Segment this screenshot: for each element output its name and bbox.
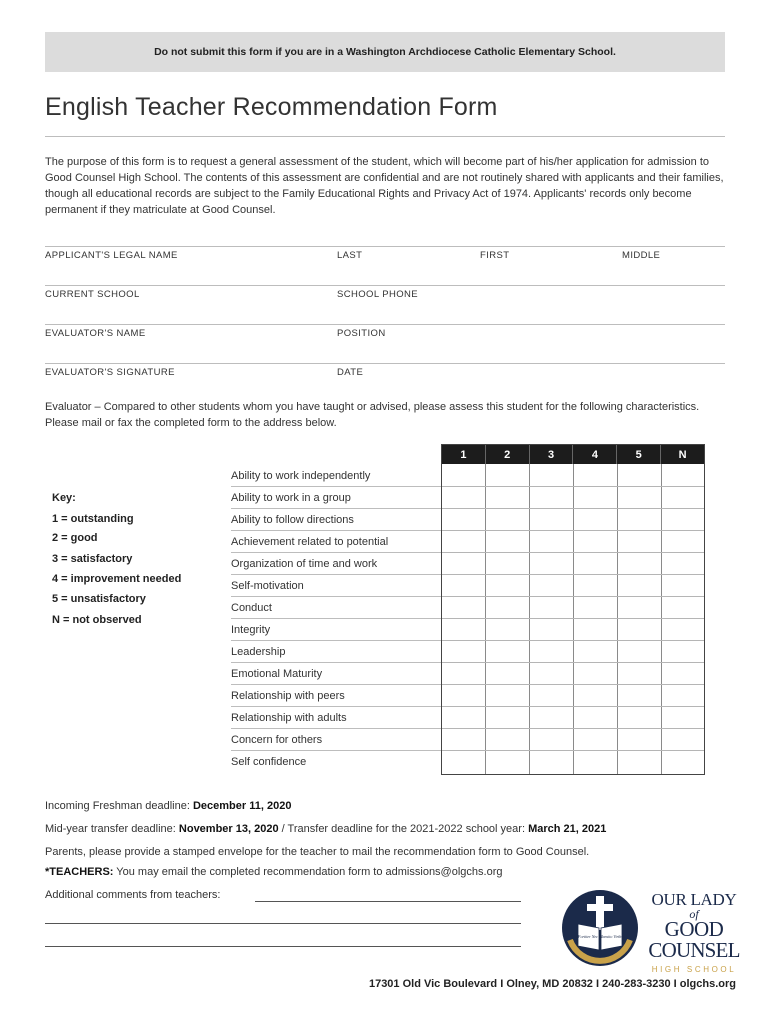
rating-col-2: 2: [486, 445, 530, 464]
grid-row-line: [442, 574, 704, 575]
grid-row-line: [442, 508, 704, 509]
school-address: 17301 Old Vic Boulevard I Olney, MD 20832 I 240-283-3230 I olgchs.org: [368, 978, 736, 990]
grid-row-line: [442, 618, 704, 619]
criterion-line: [231, 486, 441, 487]
criterion-line: [231, 618, 441, 619]
comments-input-line[interactable]: [255, 901, 521, 902]
evaluator-signature-row[interactable]: [45, 363, 725, 393]
criterion-label: Ability to work in a group: [231, 492, 351, 504]
criterion-label: Organization of time and work: [231, 558, 378, 570]
current-school-row[interactable]: [45, 285, 725, 315]
date-label: DATE: [337, 367, 364, 378]
crest-book-left: Fortiter Nec: [578, 934, 598, 939]
midyear-deadline-date: November 13, 2020: [178, 823, 279, 835]
teachers-note-label: *TEACHERS:: [45, 866, 114, 878]
page-title: English Teacher Recommendation Form: [45, 93, 498, 121]
criterion-label: Emotional Maturity: [231, 668, 323, 680]
criterion-label: Integrity: [231, 624, 271, 636]
teachers-note-text: You may email the completed recommendation form to admissions@olgchs.org: [113, 866, 503, 878]
grid-row-line: [442, 750, 704, 751]
key-heading: Key:: [52, 492, 76, 504]
comments-label: Additional comments from teachers:: [45, 889, 221, 901]
key-item: N = not observed: [52, 614, 142, 626]
criterion-label: Ability to work independently: [231, 470, 371, 482]
comments-input-line[interactable]: [45, 946, 521, 947]
rating-col-5: 5: [617, 445, 661, 464]
criterion-label: Conduct: [231, 602, 272, 614]
freshman-deadline-label: Incoming Freshman deadline:: [45, 800, 193, 812]
criterion-line: [231, 640, 441, 641]
evaluator-name-row[interactable]: [45, 324, 725, 354]
criterion-line: [231, 596, 441, 597]
criterion-line: [231, 552, 441, 553]
criterion-line: [231, 662, 441, 663]
wordmark-line: HIGH SCHOOL: [651, 965, 737, 974]
school-wordmark: [644, 890, 744, 974]
title-divider: [45, 136, 725, 137]
grid-row-line: [442, 684, 704, 685]
grid-row-line: [442, 596, 704, 597]
criterion-label: Self-motivation: [231, 580, 304, 592]
comments-input-line[interactable]: [45, 923, 521, 924]
first-name-label: FIRST: [480, 250, 510, 261]
key-item: 1 = outstanding: [52, 513, 134, 525]
middle-name-label: MIDDLE: [622, 250, 661, 261]
criterion-label: Achievement related to potential: [231, 536, 389, 548]
key-item: 4 = improvement needed: [52, 573, 182, 585]
rating-col-3: 3: [530, 445, 574, 464]
criterion-label: Concern for others: [231, 734, 323, 746]
crest-book-right: Mansito Viribus: [599, 934, 625, 939]
criterion-label: Relationship with peers: [231, 690, 345, 702]
criterion-label: Self confidence: [231, 756, 307, 768]
applicant-name-row[interactable]: [45, 246, 725, 276]
teachers-note: [45, 866, 502, 878]
parents-note: Parents, please provide a stamped envelope for the teacher to mail the recommendation form to Good Counsel.: [45, 846, 590, 858]
grid-row-line: [442, 728, 704, 729]
criterion-line: [231, 706, 441, 707]
criterion-line: [231, 684, 441, 685]
grid-row-line: [442, 640, 704, 641]
freshman-deadline: [45, 800, 291, 812]
wordmark-line: GOOD: [664, 917, 724, 941]
criterion-line: [231, 728, 441, 729]
criterion-line: [231, 530, 441, 531]
last-name-label: LAST: [337, 250, 363, 261]
key-item: 3 = satisfactory: [52, 553, 133, 565]
criterion-line: [231, 574, 441, 575]
current-school-label: CURRENT SCHOOL: [45, 289, 140, 300]
rating-col-n: N: [678, 448, 687, 461]
wordmark-line: COUNSEL: [648, 938, 740, 962]
applicant-name-label: APPLICANT'S LEGAL NAME: [45, 250, 178, 261]
grid-row-line: [442, 552, 704, 553]
intro-paragraph: The purpose of this form is to request a general assessment of the student, which will become part of his/her application for admission to Good Counsel High School. The contents of this assessment are confidential and are not routinely shared with applicants and their families, though all educational records are subject to the Family Educational Rights and Privacy Act of 1974. Applicants' records only become permanent if they matriculate at Good Counsel.: [45, 156, 724, 216]
school-phone-label: SCHOOL PHONE: [337, 289, 418, 300]
criterion-line: [231, 508, 441, 509]
criterion-label: Leadership: [231, 646, 286, 658]
wordmark-line: of: [689, 907, 699, 921]
criterion-label: Relationship with adults: [231, 712, 347, 724]
rating-grid[interactable]: [441, 444, 705, 775]
key-item: 5 = unsatisfactory: [52, 593, 146, 605]
position-label: POSITION: [337, 328, 386, 339]
wordmark-line: OUR LADY: [651, 890, 737, 909]
transfer-deadlines: [45, 823, 606, 835]
rating-col-1: 1: [442, 445, 486, 464]
evaluator-instructions: Evaluator – Compared to other students whom you have taught or advised, please assess this student for the following characteristics. Please mail or fax the completed form to the address below.: [45, 401, 700, 429]
grid-row-line: [442, 706, 704, 707]
criterion-label: Ability to follow directions: [231, 514, 354, 526]
grid-row-line: [442, 530, 704, 531]
evaluator-signature-label: EVALUATOR'S SIGNATURE: [45, 367, 175, 378]
freshman-deadline-date: December 11, 2020: [192, 800, 292, 812]
evaluator-name-label: EVALUATOR'S NAME: [45, 328, 146, 339]
rating-grid-header: [442, 445, 704, 464]
criterion-line: [231, 750, 441, 751]
key-item: 2 = good: [52, 532, 98, 544]
midyear-deadline-label: Mid-year transfer deadline:: [45, 823, 179, 835]
transfer-deadline-label: / Transfer deadline for the 2021-2022 school year:: [278, 823, 529, 835]
grid-row-line: [442, 486, 704, 487]
rating-col-4: 4: [573, 445, 617, 464]
notice-banner: Do not submit this form if you are in a Washington Archdiocese Catholic Elementary School.: [45, 32, 725, 72]
transfer-deadline-date: March 21, 2021: [528, 823, 607, 835]
grid-row-line: [442, 662, 704, 663]
school-crest-logo: [560, 888, 640, 968]
